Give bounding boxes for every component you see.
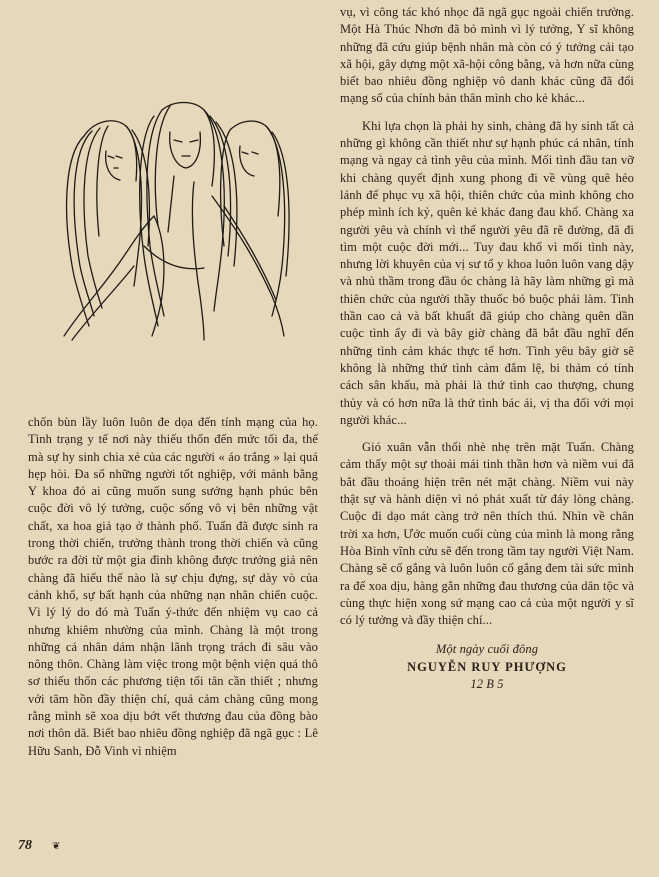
left-column-paragraph: chốn bùn lầy luôn luôn đe dọa đến tính mạng của họ. Tình trạng y tế nơi này thiếu thốn đến mức tối đa, thế mà sự hy sinh chia xẻ của các người « áo trắng » lại quá hẹp hòi. Đa số những người tốt nghiệp, với mảnh bằng Y khoa đó ai cũng muốn sung sướng hạnh phúc bên cuộc đời vô lý tưởng, cuộc sống vô vị bên những vật chất, xa hoa giả tạo ở thành phố. Tuấn đã được sinh ra trong thời chiến, trưởng thành trong thời chiến và cũng bước ra đời từ một gia đình không được trưởng giả nên chàng đã hiểu thế nào là sự chịu đựng, sự dày vò của cảnh khổ, sự bất hạnh của những nạn nhân chiến cuộc. Vì lý lý do đó mà Tuấn ý-thức đến nhiệm vụ cao cả nhưng khiêm nhường của mình. Chàng là một trong những cá nhân dám nhận lãnh trọng trách đi sâu vào nông thôn. Chàng làm việc trong một bệnh viện quá thô sơ thiếu thốn các phương tiện tối tân cần thiết ; nhưng với tâm hồn đầy thiện chí, quả cảm chàng cũng mong rằng mình sẽ xoa dịu bớt vết thương đau của đồng bào nơi thôn dã. Biết bao nhiêu đồng nghiệp đã ngã gục : Lê Hữu Sanh, Đỗ Vinh vì nhiệm bbox=[28, 415, 318, 758]
ornament-icon: ❦ bbox=[52, 841, 61, 852]
three-women-illustration bbox=[44, 96, 294, 346]
signature-class: 12 B 5 bbox=[470, 676, 504, 691]
left-text-column bbox=[28, 414, 318, 760]
right-paragraph-3: Gió xuân vẫn thổi nhè nhẹ trên mặt Tuấn. Chàng cảm thấy một sự thoải mái tinh thần hơn và niềm vui đã bắt đầu thoáng hiện trên nét mặt chàng. Niềm vui này thật sự và hành diện vì nó phát xuất từ đáy lòng chàng. Cuộc đi dạo mát càng trở nên thích thú. Nhìn về chân trời xa hơn, Ước muốn cuối cùng của mình là mong rằng Hòa Bình vĩnh cửu sẽ đến trong tầm tay người Việt Nam. Chàng sẽ cố gắng và luôn luôn cố gắng đem tài sức mình ra để xoa dịu, hàng gắn những đau thương của dân tộc và cùng thực hiện xong sứ mạng cao cả của một người y sĩ có lý tưởng và đầy thiện chí... bbox=[340, 440, 634, 628]
right-paragraph-1: vụ, vì công tác khó nhọc đã ngã gục ngoài chiến trường. Một Hà Thúc Nhơn đã bỏ mình vì lý tưởng, Y sĩ không những đã cứu giúp bệnh nhân mà còn có ý tưởng cải tạo xã hội, gây dựng một xã-hội công bằng, và hơn nữa cùng biết bao nhiêu đồng nghiệp vô danh khác cũng đã đổi mạng số của chính bản thân mình cho kẻ khác... bbox=[340, 5, 634, 106]
signature-date: Một ngày cuối đông bbox=[435, 642, 539, 657]
signature-author: NGUYỄN RUY PHƯỢNG bbox=[407, 659, 567, 674]
right-paragraph-2: Khi lựa chọn là phải hy sinh, chàng đã hy sinh tất cả những gì không cần thiết như sự hạnh phúc cá nhân, tính mạng và ngay cả tình yêu của mình. Mối tình đầu tan vỡ khi chàng quyết định xung phong đi về vùng quê hẻo lánh để phục vụ xã hội, thiên chức của mình không cho phép mình ích kỷ, quên kẻ khác đang đau khổ. Chàng xa người yêu và chính vì thế người yêu đã rẽ đường, đã đi tìm một cuộc đời mới... Tuy đau khổ vì mối tình này, nhưng lời khuyên của vị sư tổ y khoa luôn luôn vang dậy và nhủ thầm trong đầu óc chàng là hãy làm những gì mà thiên chức của người thầy thuốc bó buộc phải làm. Tinh thần cao cả và bất khuất đã giúp cho chàng quên dần cuộc tình ấy đi và bây giờ chàng đã bắt đầu nghĩ đến những tình cảm khác thực tế hơn. Tình yêu bây giờ sẽ không là những thứ tình cảm đắm lệ, bi thảm có tính cách sân khấu, mà phải là thứ tình cao thượng, chung thủy và có hơn nữa là thứ tình bác ái, vị tha đối với mọi người khác... bbox=[340, 118, 634, 427]
right-text-column bbox=[340, 4, 634, 693]
page-number: 78 bbox=[18, 838, 32, 853]
